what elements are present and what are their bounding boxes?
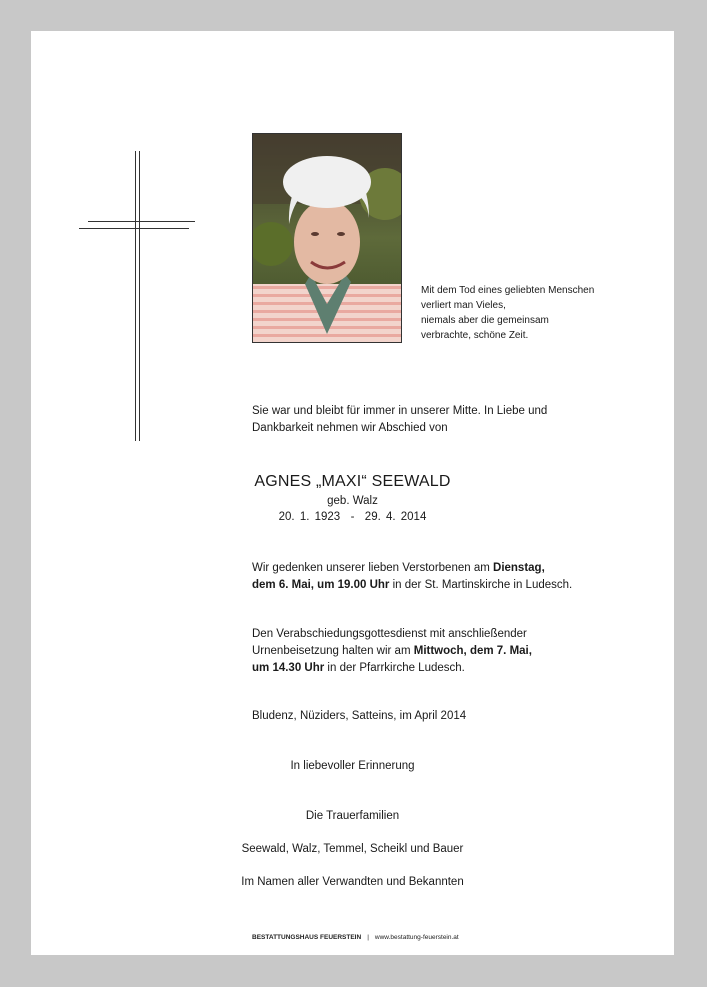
text: Den Verabschiedungsgottesdienst mit anschließender bbox=[252, 628, 527, 640]
website-link[interactable]: www.bestattung-feuerstein.at bbox=[374, 934, 459, 941]
text: Wir gedenken unserer lieben Verstorbenen am bbox=[252, 562, 494, 574]
quote-line: verliert man Vieles, bbox=[421, 300, 506, 311]
relatives-line: Im Namen aller Verwandten und Bekannten bbox=[241, 876, 464, 888]
portrait-photo bbox=[252, 133, 402, 343]
intro-text bbox=[252, 403, 652, 437]
company-name: BESTATTUNGSHAUS FEUERSTEIN bbox=[252, 934, 362, 941]
quote-line: verbrachte, schöne Zeit. bbox=[421, 330, 529, 341]
place-date: Bludenz, Nüziders, Satteins, im April 2014 bbox=[252, 710, 467, 722]
date-highlight: dem 6. Mai, um 19.00 Uhr bbox=[252, 579, 390, 591]
intro-line: Dankbarkeit nehmen wir Abschied von bbox=[252, 422, 448, 434]
date-highlight: Dienstag, bbox=[493, 562, 545, 574]
remembrance-line: In liebevoller Erinnerung bbox=[290, 760, 415, 772]
footer bbox=[252, 934, 459, 941]
text: in der Pfarrkirche Ludesch. bbox=[324, 662, 465, 674]
date-highlight: um 14.30 Uhr bbox=[252, 662, 325, 674]
footer-separator: | bbox=[367, 934, 369, 941]
family-names: Seewald, Walz, Temmel, Scheikl und Bauer bbox=[241, 843, 464, 855]
family-heading: Die Trauerfamilien bbox=[305, 810, 400, 822]
memorial-quote bbox=[421, 283, 651, 343]
text: in der St. Martinskirche in Ludesch. bbox=[389, 579, 573, 591]
quote-line: niemals aber die gemeinsam bbox=[421, 315, 549, 326]
maiden-name: geb. Walz bbox=[327, 495, 378, 507]
quote-line: Mit dem Tod eines geliebten Menschen bbox=[421, 285, 595, 296]
memorial-notice bbox=[252, 560, 652, 594]
life-dates: 20. 1. 1923 - 29. 4. 2014 bbox=[278, 511, 427, 523]
intro-line: Sie war und bleibt für immer in unserer Mitte. In Liebe und bbox=[252, 405, 548, 417]
obituary-card bbox=[31, 31, 674, 955]
text: Urnenbeisetzung halten wir am bbox=[252, 645, 414, 657]
date-highlight: Mittwoch, dem 7. Mai, bbox=[413, 645, 532, 657]
deceased-name: AGNES „MAXI“ SEEWALD bbox=[254, 473, 451, 490]
service-notice bbox=[252, 626, 652, 677]
